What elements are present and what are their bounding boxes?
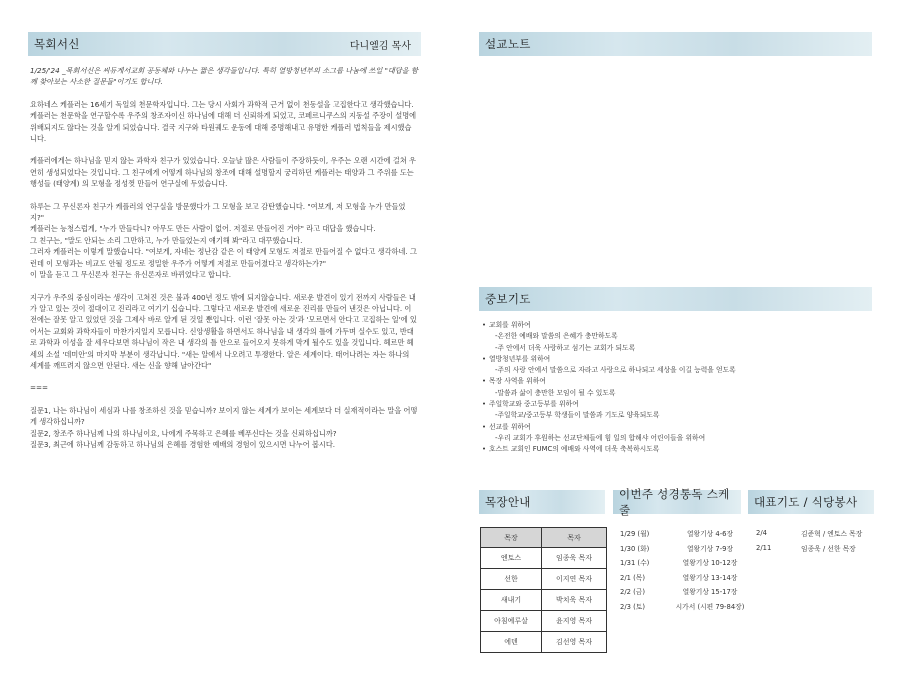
pastoral-letter-paragraph: ===	[30, 383, 49, 393]
prayer-topic: • 교회를 위하여	[481, 320, 871, 331]
small-group-table	[480, 527, 607, 653]
prayer-subtopic: -주의 사랑 안에서 말씀으로 자라고 사랑으로 하나되고 세상을 이길 능력을 얻도록	[495, 366, 736, 375]
pastoral-letter-paragraph: 질문1, 나는 하나님이 세심과 나를 창조하신 것을 믿습니까? 보이지 않는 세계가 보이는 세계보다 더 실재적이라는 말을 어떻게 생각하십니까? 질문2, 창조주 하나님께 나의 하나님이요, 나에게 주목하고 은혜를 베푸신다는 것을 신뢰하십니까? 질문3, 최근에 하나님께 감동하고 하나님의 은혜를 경험한 예배의 경험이 있으시면 나누어 봅시다.	[30, 405, 418, 449]
table-row	[481, 611, 607, 632]
table-row	[481, 569, 607, 590]
prayer-topic: • 호스트 교회인 FUMC의 예배와 사역에 더욱 축복하시도록	[481, 444, 871, 455]
prayer-subtopic: -말씀과 삶이 충만한 모임이 될 수 있도록	[495, 388, 616, 397]
pastoral-letter-paragraph: 하루는 그 무신론자 친구가 케플러의 연구실을 방문했다가 그 모형을 보고 감탄했습니다. "여보게, 저 모형을 누가 만들었지?" 케플러는 능청스럽게, "누가 만들다니? 아무도 만든 사람이 없어. 저절로 만들어진 거야" 라고 대답을 했습니다. 그 친구는, "말도 안되는 소리 그만하고, 누가 만들었는지 얘기해 봐"라고 대꾸했습니다. 그러자 케플러는 이렇게 말했습니다. "여보게, 자네는 정난감 같은 이 태양계 모형도 저절로 만들어질 수 없다고 생각하네. 그런데 이 모형과는 비교도 안될 정도로 정밀한 우주가 어떻게 저절로 만들어졌다고 생각하는가?" 이 말을 듣고 그 무신론자 친구는 유신론자로 바뀌었다고 합니다.	[30, 201, 417, 280]
list-item	[620, 526, 750, 541]
prayer-topic: • 목장 사역을 위하여	[481, 376, 871, 387]
reading-passage: 시가서 (시편 79-84장)	[675, 602, 745, 611]
table-header-row	[481, 528, 607, 548]
sermon-notes-title: 설교노트	[485, 37, 531, 51]
list-item	[620, 584, 750, 599]
group-leader-cell: 임종욱 목자	[542, 548, 607, 569]
table-row	[481, 590, 607, 611]
prayer-subtopic: -우리 교회가 후원하는 선교단체들에 힘 일의 합해샤 어린이들을 위하여	[495, 433, 706, 442]
list-item	[620, 541, 750, 556]
col-header-group: 목장	[481, 528, 542, 548]
pastoral-letter-banner	[28, 32, 421, 56]
table-row	[481, 632, 607, 653]
pastoral-letter-body	[30, 65, 418, 461]
reading-date: 2/2 (금)	[620, 588, 645, 597]
prayer-subtopic: -주 안에서 더욱 사랑하고 섬기는 교회가 되도록	[495, 343, 636, 352]
service-date: 2/4	[756, 529, 767, 538]
reading-passage: 열왕기상 13-14장	[682, 573, 738, 582]
representative-prayer-banner	[748, 490, 874, 514]
list-item	[620, 555, 750, 570]
reading-date: 1/30 (화)	[620, 544, 650, 553]
reading-date: 2/3 (토)	[620, 602, 645, 611]
prayer-topic: • 주일학교와 중고등부를 위하여	[481, 399, 871, 410]
pastoral-letter-intro: 1/25/'24 _목회서신은 씨듀게서교회 공동체와 나누는 짧은 생각들입니다. 특히 열방청년부의 소그룹 나눔에 쓰일 "대답을 함께 찾아보는 사소한 질문들"이기도 합니다.	[30, 66, 418, 87]
group-leader-cell: 김선영 목자	[542, 632, 607, 653]
pastoral-letter-author: 다니엘김 목사	[349, 40, 411, 52]
representative-prayer-title: 대표기도 / 식당봉사	[754, 495, 858, 509]
reading-date: 2/1 (목)	[620, 573, 645, 582]
reading-passage: 열왕기상 10-12장	[682, 559, 738, 568]
prayer-subtopic: -온전한 예배와 말씀의 은혜가 충만하도록	[495, 332, 618, 341]
prayer-topic: • 선교를 위하여	[481, 422, 871, 433]
intercessory-prayer-title: 중보기도	[485, 292, 531, 306]
reading-passage: 열왕기상 4-6장	[686, 530, 734, 539]
bible-reading-banner	[613, 487, 741, 517]
small-group-banner	[479, 490, 605, 514]
list-item	[620, 599, 750, 614]
intercessory-prayer-banner	[479, 287, 872, 311]
list-item	[756, 526, 862, 541]
group-leader-cell: 이지연 목자	[542, 569, 607, 590]
service-assignment: 김준혁 / 엔토스 목장	[801, 530, 863, 539]
reading-passage: 열왕기상 7-9장	[686, 544, 734, 553]
col-header-leader: 목자	[542, 528, 607, 548]
sermon-notes-banner	[479, 32, 872, 56]
reading-date: 1/31 (수)	[620, 559, 650, 568]
list-item	[756, 541, 862, 556]
small-group-title: 목장안내	[485, 495, 531, 509]
group-name-cell: 에덴	[481, 632, 542, 653]
service-date: 2/11	[756, 543, 772, 552]
group-leader-cell: 박치욱 목자	[542, 590, 607, 611]
prayer-list	[481, 320, 871, 456]
representative-prayer-list	[756, 526, 862, 555]
bible-reading-title: 이번주 성경통독 스케줄	[619, 487, 730, 517]
table-row	[481, 548, 607, 569]
reading-date: 1/29 (월)	[620, 530, 650, 539]
pastoral-letter-paragraph: 케플러에게는 하나님을 믿지 않는 과학자 친구가 있었습니다. 오늘날 많은 사람들이 주장하듯이, 우주는 오랜 시간에 걸쳐 우연히 생성되었다는 것입니다. 그 친구에게 어떻게 하나님의 창조에 대해 설명할지 궁리하던 케플러는 태양과 그 주위를 도는 행성들 (태양계) 의 모형을 정성껏 만들어 연구실에 두었습니다.	[30, 156, 417, 189]
pastoral-letter-paragraph: 요하네스 케플러는 16세기 독일의 천문학자입니다. 그는 당시 사회가 과학적 근거 없이 천동설을 고집한다고 생각했습니다. 케플러는 천문학을 연구할수록 우주의 창조자이신 하나님에 대해 더 신뢰하게 되었고, 코페르니쿠스의 지동설 주장이 설명에 위배되지도 않다는 것을 알게 되었습니다. 결국 지구와 타원궤도 운동에 대해 증명해내고 유명한 케플러 법칙들을 제시했습니다.	[30, 99, 417, 144]
group-leader-cell: 윤지영 목자	[542, 611, 607, 632]
group-name-cell: 새내기	[481, 590, 542, 611]
service-assignment: 임종욱 / 선한 목장	[801, 544, 856, 553]
list-item	[620, 570, 750, 585]
group-name-cell: 엔토스	[481, 548, 542, 569]
reading-passage: 열왕기상 15-17장	[682, 588, 738, 597]
group-name-cell: 아침예루살	[481, 611, 542, 632]
bible-reading-schedule	[620, 526, 750, 613]
pastoral-letter-title: 목회서신	[34, 37, 80, 51]
prayer-subtopic: -주일학교/중고등부 학생들이 말씀과 기도로 양육되도록	[495, 411, 660, 420]
pastoral-letter-paragraph: 지구가 우주의 중심이라는 생각이 고쳐진 것은 불과 400년 정도 밖에 되지않습니다. 새로운 발견이 있기 전까지 사람들은 내가 알고 있는 것이 절대이고 진리라고 여기기 십습니다. 그렇다고 새로운 발견에 새로운 진리를 만들어 낸것은 아닙니다. 이전에는 잘못 알고 있었던 것을 그제사 바로 알게 된 것일 뿐입니다. 이런 '잘못 아는 것'과 '모르면서 안다고 고집하는 일'에 있어서는 교회와 과학자들이 마찬가지일지 모릅니다. 신앙생활을 하면서도 하나님을 내 생각의 틀에 가두며 실수도 있고, 반대로 과학과 이성을 잘 세우다보면 하나님이 작은 내 생각의 틀 안으로 들어오지 못하게 막게 될수도 있을 것입니다. 헤르만 헤세의 소설 '데미안'의 마지막 부분이 생각납니다. "새는 알에서 나오려고 투쟁한다. 알은 세계이다. 태어나려는 자는 하나의 세계를 깨뜨려지 않으면 안된다. 새는 신을 향해 날아간다"	[30, 292, 417, 370]
group-name-cell: 선한	[481, 569, 542, 590]
prayer-topic: • 열방청년부를 위하여	[481, 354, 871, 365]
